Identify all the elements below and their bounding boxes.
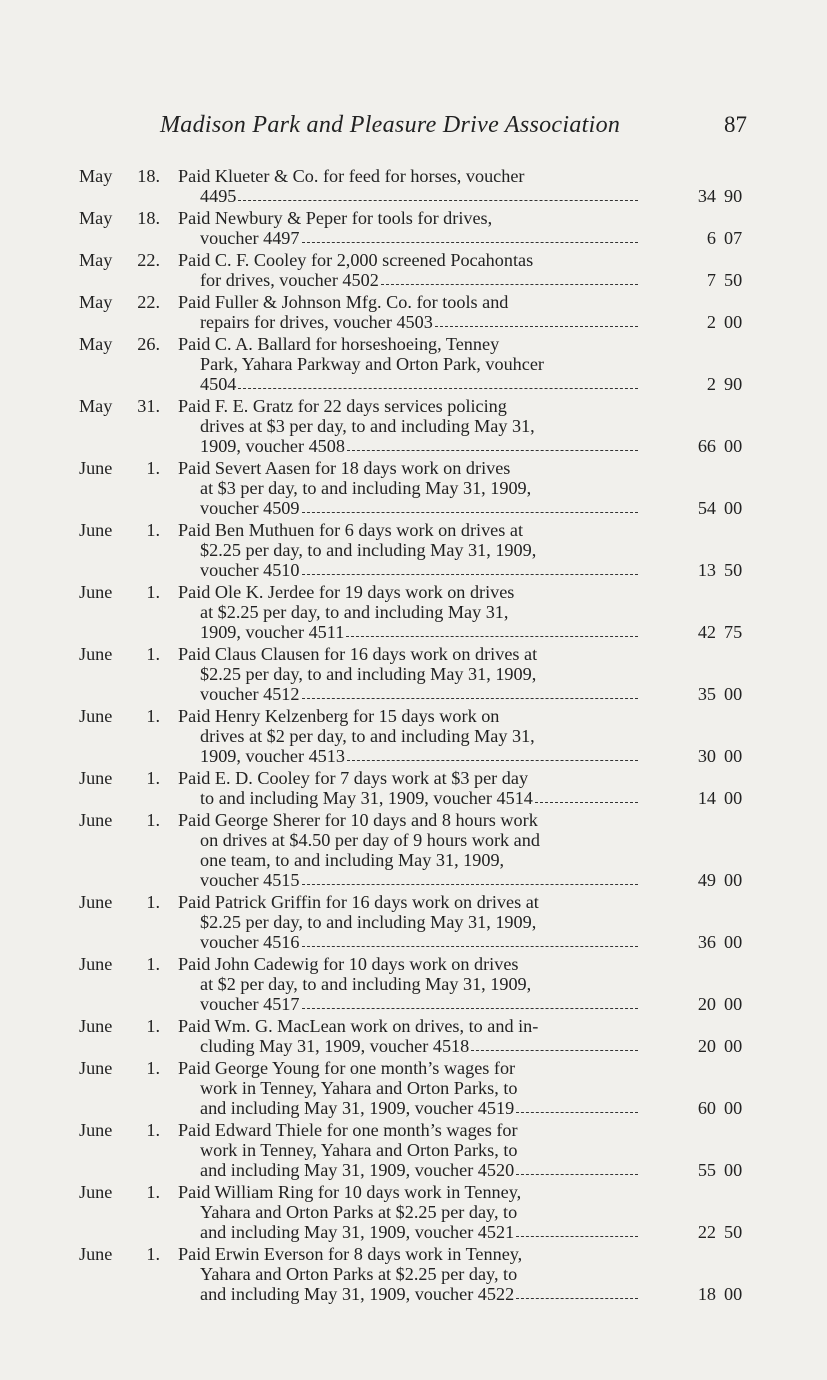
ledger-entry	[0, 1242, 827, 1304]
entry-line: Paid Edward Thiele for one month’s wages for	[178, 1120, 518, 1140]
amount-dollars: 66	[697, 436, 716, 456]
amount-cents: 90	[724, 374, 743, 394]
entry-month: June	[79, 1058, 113, 1078]
amount-dollars: 2	[706, 374, 716, 394]
entry-line	[178, 1160, 638, 1180]
entry-line: Paid C. A. Ballard for horseshoeing, Tenney	[178, 334, 500, 354]
entry-line-text: 1909, voucher 4508	[200, 436, 345, 456]
entry-line	[178, 1284, 638, 1304]
entry-month: May	[79, 250, 113, 270]
leader-dashes	[302, 574, 639, 575]
amount-dollars: 14	[697, 788, 716, 808]
entry-line: Paid Klueter & Co. for feed for horses, voucher	[178, 166, 525, 186]
entry-month: June	[79, 706, 113, 726]
entry-line: Yahara and Orton Parks at $2.25 per day, to	[200, 1264, 518, 1284]
entry-line-text: voucher 4497	[200, 228, 300, 248]
amount-cents: 00	[724, 312, 743, 332]
amount-cents: 00	[724, 1284, 743, 1304]
entry-line: Park, Yahara Parkway and Orton Park, vouhcer	[200, 354, 544, 374]
leader-dashes	[238, 200, 638, 201]
entry-day: 1.	[146, 706, 160, 726]
leader-dashes	[535, 802, 638, 803]
entry-line	[178, 498, 638, 518]
entry-line-text: and including May 31, 1909, voucher 4521	[200, 1222, 515, 1242]
entry-line: Paid George Sherer for 10 days and 8 hours work	[178, 810, 538, 830]
entry-line	[178, 932, 638, 952]
entry-day: 1.	[146, 644, 160, 664]
entry-description	[178, 704, 638, 766]
entry-month: May	[79, 334, 113, 354]
entry-day: 22.	[137, 292, 160, 312]
amount-dollars: 20	[697, 1036, 716, 1056]
entry-line: Paid Wm. G. MacLean work on drives, to and in-	[178, 1016, 539, 1036]
entry-line-text: 1909, voucher 4513	[200, 746, 345, 766]
ledger-entry	[0, 290, 827, 332]
leader-dashes	[516, 1174, 638, 1175]
leader-dashes	[238, 388, 638, 389]
amount-cents: 00	[724, 870, 743, 890]
entry-day: 1.	[146, 582, 160, 602]
amount-dollars: 36	[697, 932, 716, 952]
entry-month: June	[79, 1120, 113, 1140]
entry-line-text: voucher 4510	[200, 560, 300, 580]
entry-month: June	[79, 768, 113, 788]
amount-dollars: 30	[697, 746, 716, 766]
running-title: Madison Park and Pleasure Drive Association	[160, 112, 621, 138]
entry-line: work in Tenney, Yahara and Orton Parks, to	[200, 1078, 518, 1098]
entry-line: at $2 per day, to and including May 31, 1909,	[200, 974, 532, 994]
entry-day: 22.	[137, 250, 160, 270]
ledger-entry	[0, 332, 827, 394]
entry-line: $2.25 per day, to and including May 31, 1909,	[200, 664, 537, 684]
entry-line: Paid William Ring for 10 days work in Tenney,	[178, 1182, 522, 1202]
ledger-entry	[0, 642, 827, 704]
entry-line	[178, 560, 638, 580]
entry-description	[178, 164, 638, 206]
entry-day: 1.	[146, 1182, 160, 1202]
entry-description	[178, 952, 638, 1014]
entry-description	[178, 456, 638, 518]
entry-month: June	[79, 1182, 113, 1202]
entry-description	[178, 766, 638, 808]
entry-line	[178, 1222, 638, 1242]
entry-line	[178, 270, 638, 290]
ledger-entry	[0, 580, 827, 642]
entry-line-text: for drives, voucher 4502	[200, 270, 379, 290]
amount-cents: 50	[724, 1222, 743, 1242]
amount-cents: 50	[724, 270, 743, 290]
entry-line-text: 4495	[200, 186, 237, 206]
ledger-entry	[0, 518, 827, 580]
entry-line: Paid Fuller & Johnson Mfg. Co. for tools and	[178, 292, 509, 312]
ledger-entry	[0, 1014, 827, 1056]
amount-dollars: 55	[697, 1160, 716, 1180]
entry-description	[178, 890, 638, 952]
ledger-entry	[0, 808, 827, 890]
amount-dollars: 42	[697, 622, 716, 642]
ledger-entry	[0, 164, 827, 206]
leader-dashes	[302, 512, 639, 513]
entry-line: Paid Patrick Griffin for 16 days work on drives at	[178, 892, 539, 912]
entry-description	[178, 1242, 638, 1304]
entry-month: May	[79, 166, 113, 186]
amount-dollars: 54	[697, 498, 716, 518]
leader-dashes	[516, 1236, 638, 1237]
ledger-entry	[0, 456, 827, 518]
entry-line-text: 1909, voucher 4511	[200, 622, 345, 642]
leader-dashes	[435, 326, 638, 327]
entry-line: Paid Henry Kelzenberg for 15 days work on	[178, 706, 500, 726]
entry-line: Paid Ben Muthuen for 6 days work on drives at	[178, 520, 524, 540]
leader-dashes	[302, 884, 639, 885]
entry-description	[178, 580, 638, 642]
entry-line: Paid George Young for one month’s wages for	[178, 1058, 516, 1078]
entry-description	[178, 808, 638, 890]
entry-line	[178, 788, 638, 808]
entry-day: 1.	[146, 1058, 160, 1078]
ledger-entry	[0, 766, 827, 808]
leader-dashes	[381, 284, 638, 285]
entry-description	[178, 206, 638, 248]
amount-cents: 90	[724, 186, 743, 206]
leader-dashes	[471, 1050, 638, 1051]
entry-line-text: cluding May 31, 1909, voucher 4518	[200, 1036, 470, 1056]
entry-line: Paid Claus Clausen for 16 days work on drives at	[178, 644, 538, 664]
entry-day: 1.	[146, 1244, 160, 1264]
amount-dollars: 49	[697, 870, 716, 890]
amount-cents: 00	[724, 746, 743, 766]
ledger-entry	[0, 394, 827, 456]
page-number: 87	[724, 112, 747, 137]
entry-day: 18.	[137, 208, 160, 228]
amount-cents: 00	[724, 1098, 743, 1118]
entry-description	[178, 394, 638, 456]
ledger-entry	[0, 1118, 827, 1180]
entry-month: May	[79, 208, 113, 228]
amount-dollars: 22	[697, 1222, 716, 1242]
entry-line-text: 4504	[200, 374, 237, 394]
entry-line	[178, 1098, 638, 1118]
entry-day: 1.	[146, 892, 160, 912]
entry-line: at $2.25 per day, to and including May 31,	[200, 602, 509, 622]
entry-description	[178, 1014, 638, 1056]
entry-month: June	[79, 810, 113, 830]
entry-line-text: voucher 4515	[200, 870, 300, 890]
entry-day: 31.	[137, 396, 160, 416]
entry-month: June	[79, 458, 113, 478]
amount-dollars: 35	[697, 684, 716, 704]
entry-line: Paid John Cadewig for 10 days work on drives	[178, 954, 519, 974]
entry-line: work in Tenney, Yahara and Orton Parks, to	[200, 1140, 518, 1160]
amount-dollars: 6	[706, 228, 716, 248]
entry-month: June	[79, 644, 113, 664]
entry-line: at $3 per day, to and including May 31, 1909,	[200, 478, 532, 498]
entry-description	[178, 1056, 638, 1118]
entry-line: Paid Newbury & Peper for tools for drives,	[178, 208, 493, 228]
entry-month: June	[79, 1016, 113, 1036]
entry-day: 1.	[146, 1016, 160, 1036]
entry-line: Paid Severt Aasen for 18 days work on drives	[178, 458, 511, 478]
amount-dollars: 18	[697, 1284, 716, 1304]
amount-cents: 00	[724, 498, 743, 518]
entry-day: 18.	[137, 166, 160, 186]
amount-dollars: 60	[697, 1098, 716, 1118]
entry-description	[178, 1118, 638, 1180]
entry-description	[178, 642, 638, 704]
entry-line	[178, 436, 638, 456]
entry-description	[178, 248, 638, 290]
entry-line-text: voucher 4512	[200, 684, 300, 704]
amount-dollars: 20	[697, 994, 716, 1014]
leader-dashes	[302, 698, 639, 699]
entry-line: Paid F. E. Gratz for 22 days services policing	[178, 396, 507, 416]
ledger-entry	[0, 890, 827, 952]
entry-line-text: voucher 4516	[200, 932, 300, 952]
leader-dashes	[302, 946, 639, 947]
amount-cents: 00	[724, 1160, 743, 1180]
ledger-entries	[0, 164, 827, 1304]
entry-month: May	[79, 396, 113, 416]
entry-month: June	[79, 520, 113, 540]
entry-description	[178, 290, 638, 332]
entry-line	[178, 186, 638, 206]
entry-line: Paid Ole K. Jerdee for 19 days work on drives	[178, 582, 515, 602]
amount-cents: 00	[724, 994, 743, 1014]
amount-cents: 00	[724, 932, 743, 952]
entry-line: Paid C. F. Cooley for 2,000 screened Pocahontas	[178, 250, 534, 270]
entry-line	[178, 1036, 638, 1056]
entry-line-text: voucher 4509	[200, 498, 300, 518]
amount-dollars: 2	[706, 312, 716, 332]
entry-day: 1.	[146, 1120, 160, 1140]
amount-cents: 50	[724, 560, 743, 580]
entry-month: June	[79, 1244, 113, 1264]
entry-day: 1.	[146, 768, 160, 788]
leader-dashes	[516, 1112, 638, 1113]
amount-dollars: 7	[706, 270, 716, 290]
entry-description	[178, 1180, 638, 1242]
entry-line	[178, 746, 638, 766]
ledger-entry	[0, 206, 827, 248]
entry-day: 1.	[146, 458, 160, 478]
ledger-entry	[0, 1056, 827, 1118]
leader-dashes	[302, 1008, 639, 1009]
ledger-entry	[0, 1180, 827, 1242]
entry-line: Paid Erwin Everson for 8 days work in Tenney,	[178, 1244, 523, 1264]
entry-line: Paid E. D. Cooley for 7 days work at $3 per day	[178, 768, 529, 788]
entry-line	[178, 374, 638, 394]
entry-line: drives at $3 per day, to and including May 31,	[200, 416, 535, 436]
entry-line: $2.25 per day, to and including May 31, 1909,	[200, 912, 537, 932]
entry-line-text: and including May 31, 1909, voucher 4522	[200, 1284, 515, 1304]
entry-day: 1.	[146, 520, 160, 540]
entry-line	[178, 228, 638, 248]
entry-line-text: and including May 31, 1909, voucher 4520	[200, 1160, 515, 1180]
entry-line: drives at $2 per day, to and including May 31,	[200, 726, 535, 746]
entry-line: $2.25 per day, to and including May 31, 1909,	[200, 540, 537, 560]
entry-line-text: and including May 31, 1909, voucher 4519	[200, 1098, 515, 1118]
entry-line	[178, 870, 638, 890]
amount-cents: 75	[724, 622, 743, 642]
entry-line-text: voucher 4517	[200, 994, 300, 1014]
entry-line-text: to and including May 31, 1909, voucher 4514	[200, 788, 533, 808]
entry-line-text: repairs for drives, voucher 4503	[200, 312, 433, 332]
leader-dashes	[347, 450, 638, 451]
entry-month: June	[79, 892, 113, 912]
amount-cents: 00	[724, 788, 743, 808]
entry-month: June	[79, 582, 113, 602]
entry-month: May	[79, 292, 113, 312]
entry-line: one team, to and including May 31, 1909,	[200, 850, 505, 870]
ledger-entry	[0, 248, 827, 290]
ledger-entry	[0, 704, 827, 766]
amount-cents: 07	[724, 228, 743, 248]
entry-line	[178, 684, 638, 704]
leader-dashes	[302, 242, 639, 243]
entry-line	[178, 994, 638, 1014]
entry-line: Yahara and Orton Parks at $2.25 per day, to	[200, 1202, 518, 1222]
entry-description	[178, 332, 638, 394]
entry-line	[178, 622, 638, 642]
amount-cents: 00	[724, 436, 743, 456]
ledger-entry	[0, 952, 827, 1014]
entry-month: June	[79, 954, 113, 974]
entry-day: 1.	[146, 954, 160, 974]
leader-dashes	[346, 636, 638, 637]
entry-line	[178, 312, 638, 332]
amount-dollars: 34	[697, 186, 716, 206]
entry-day: 26.	[137, 334, 160, 354]
amount-cents: 00	[724, 684, 743, 704]
entry-line: on drives at $4.50 per day of 9 hours work and	[200, 830, 540, 850]
amount-dollars: 13	[697, 560, 716, 580]
leader-dashes	[516, 1298, 638, 1299]
page-header	[0, 112, 827, 142]
entry-day: 1.	[146, 810, 160, 830]
leader-dashes	[347, 760, 638, 761]
entry-description	[178, 518, 638, 580]
amount-cents: 00	[724, 1036, 743, 1056]
